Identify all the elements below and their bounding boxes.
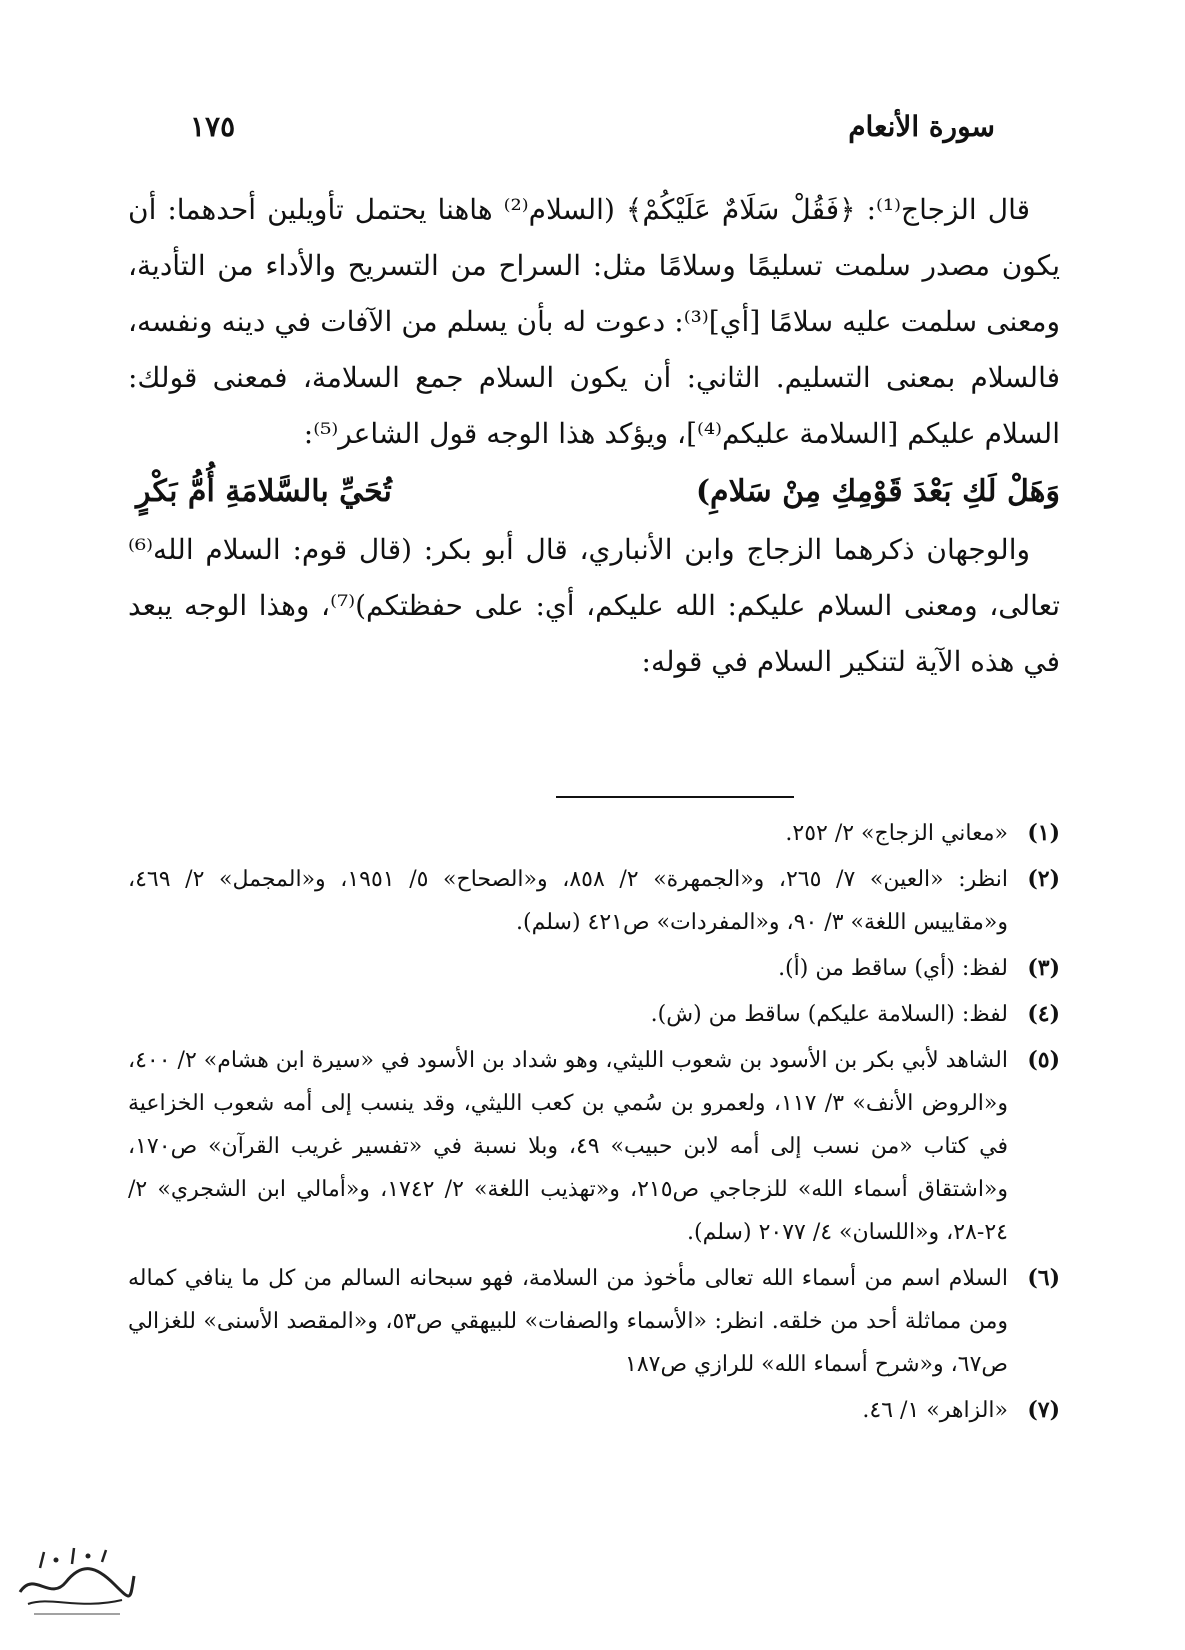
footnote-number: (٣)	[1027, 955, 1060, 981]
footnote-number: (٦)	[1027, 1265, 1060, 1291]
footnote-number: (١)	[1027, 820, 1060, 846]
footnote-text: «معاني الزجاج» ٢/ ٢٥٢.	[785, 821, 1008, 846]
footnote-item	[128, 812, 1060, 855]
footnote-item	[128, 858, 1060, 944]
footnote-number: (٥)	[1027, 1047, 1060, 1073]
footnote-text: لفظ: (أي) ساقط من (أ).	[778, 956, 1008, 981]
footnote-number: (٢)	[1027, 866, 1060, 892]
footnote-text: الشاهد لأبي بكر بن الأسود بن شعوب الليثي، وهو شداد بن الأسود في «سيرة ابن هشام» ٢/ ٤٠٠، و«الروض الأنف» ٣/ ١١٧، ولعمرو بن سُمي بن كعب الليثي، وقد ينسب إلى أمه شعوب الخزاعية في كتاب «من نسب إلى أمه لابن حبيب» ٤٩، وبلا نسبة في «تفسير غريب القرآن» ص١٧٠، و«اشتقاق أسماء الله» للزجاجي ص٢١٥، و«تهذيب اللغة» ٢/ ١٧٤٢، و«أمالي ابن الشجري» ٢/ ٢٤-٢٨، و«اللسان» ٤/ ٢٠٧٧ (سلم).	[128, 1048, 1009, 1245]
footnote-item	[128, 1257, 1060, 1386]
footnote-separator	[556, 796, 794, 798]
footnote-number: (٧)	[1027, 1397, 1060, 1423]
footnote-text: السلام اسم من أسماء الله تعالى مأخوذ من السلامة، فهو سبحانه السالم من كل ما ينافي كماله ومن مماثلة أحد من خلقه. انظر: «الأسماء والصفات» للبيهقي ص٥٣، و«المقصد الأسنى» للغزالي ص٦٧، و«شرح أسماء الله» للرازي ص١٨٧	[128, 1266, 1008, 1377]
body-paragraph-2: والوجهان ذكرهما الزجاج وابن الأنباري، قال أبو بكر: (قال قوم: السلام الله⁽⁶⁾ تعالى، ومعنى السلام عليكم: الله عليكم، أي: على حفظتكم)⁽⁷⁾، وهذا الوجه يبعد في هذه الآية لتنكير السلام في قوله:	[128, 533, 1061, 678]
verse-hemistich-1: تُحَيِّ بالسَّلامَةِ أُمُّ بَكْرٍ	[136, 474, 392, 509]
footnote-text: «الزاهر» ١/ ٤٦.	[862, 1398, 1008, 1423]
footnote-text: لفظ: (السلامة عليكم) ساقط من (ش).	[650, 1002, 1008, 1027]
footnote-text: انظر: «العين» ٧/ ٢٦٥، و«الجمهرة» ٢/ ٨٥٨، و«الصحاح» ٥/ ١٩٥١، و«المجمل» ٢/ ٤٦٩، و«مقاييس اللغة» ٣/ ٩٠، و«المفردات» ص٤٢١ (سلم).	[128, 867, 1009, 935]
body-paragraph-1: قال الزجاج⁽¹⁾: ﴿فَقُلْ سَلَامٌ عَلَيْكُمْ﴾ (السلام⁽²⁾ هاهنا يحتمل تأويلين أحدهما: أن يكون مصدر سلمت تسليمًا وسلامًا مثل: السراح من التسريح والأداء من التأدية، ومعنى سلمت عليه سلامًا [أي]⁽³⁾: دعوت له بأن يسلم من الآفات في دينه ونفسه، فالسلام بمعنى التسليم. الثاني: أن يكون السلام جمع السلامة، فمعنى قولك: السلام عليكم [السلامة عليكم⁽⁴⁾]، ويؤكد هذا الوجه قول الشاعر⁽⁵⁾:	[128, 193, 1060, 450]
poetry-verse	[128, 462, 1060, 522]
footnote-item	[128, 993, 1060, 1036]
main-text	[128, 182, 1060, 690]
library-watermark-logo	[10, 1540, 140, 1622]
footnote-item	[128, 1389, 1060, 1432]
page-number: ١٧٥	[190, 110, 236, 143]
running-title: سورة الأنعام	[848, 110, 995, 143]
footnote-item	[128, 1039, 1060, 1254]
footnote-number: (٤)	[1027, 1001, 1060, 1027]
verse-hemistich-2: وَهَلْ لَكِ بَعْدَ قَوْمِكِ مِنْ سَلامِ)	[695, 474, 1060, 509]
footnotes-list	[128, 812, 1060, 1435]
footnote-item	[128, 947, 1060, 990]
